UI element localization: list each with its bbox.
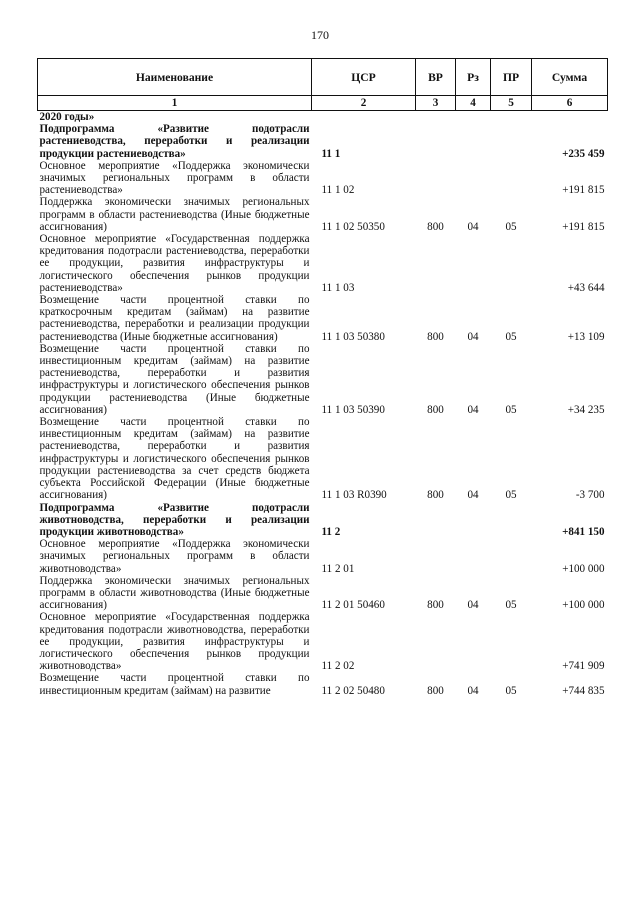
- cell-name: Возмещение части процентной ставки по инвестиционным кредитам (займам) на развитие растениеводства, переработки и развития инфраструктуры и логистического обеспечения рынков продукции растениеводства (Иные бюджетные ассигнования): [39, 342, 310, 416]
- cell-sum: -3 700: [575, 489, 605, 502]
- table-row: [38, 294, 608, 343]
- cell-sum: +191 815: [562, 220, 605, 233]
- cell-vr: [416, 160, 456, 197]
- column-number: 5: [491, 96, 532, 111]
- cell-sum: [532, 111, 608, 124]
- cell-sum: +43 644: [567, 281, 605, 294]
- cell-vr: 800: [427, 220, 444, 233]
- cell-name: Основное мероприятие «Государственная поддержка кредитования подотрасли растениеводства, переработки ее продукции, развития инфраструктуры и логистического обеспечения рынков продукции растениеводства»: [39, 233, 310, 294]
- cell-pr: [491, 123, 532, 160]
- cell-csr: 11 2 01: [321, 562, 355, 575]
- cell-vr: 800: [427, 489, 444, 502]
- cell-name: Подпрограмма «Развитие подотрасли растениеводства, переработки и реализации продукции растениеводства»: [39, 123, 310, 160]
- column-number: 6: [532, 96, 608, 111]
- cell-rz: [456, 502, 491, 539]
- cell-csr: 11 1 03 50390: [321, 403, 385, 416]
- cell-rz: [456, 538, 491, 575]
- cell-sum: +741 909: [562, 660, 605, 673]
- cell-name: Возмещение части процентной ставки по инвестиционным кредитам (займам) на развитие: [39, 672, 310, 697]
- cell-name: Поддержка экономически значимых региональных программ в области растениеводства (Иные бюджетные ассигнования): [39, 196, 310, 233]
- header-vr: ВР: [416, 59, 456, 96]
- cell-rz: [456, 233, 491, 294]
- cell-name: Основное мероприятие «Поддержка экономически значимых региональных программ в области животноводства»: [39, 538, 310, 575]
- cell-rz: 04: [467, 220, 479, 233]
- cell-name: Основное мероприятие «Государственная поддержка кредитования подотрасли животноводства, переработки ее продукции, развития инфраструктуры и логистического обеспечения рынков продукции животноводства»: [39, 611, 310, 673]
- cell-rz: [456, 123, 491, 160]
- cell-name: Поддержка экономически значимых региональных программ в области животноводства (Иные бюджетные ассигнования): [39, 574, 310, 612]
- table-body: [38, 111, 608, 697]
- cell-csr: 11 1 02: [321, 184, 355, 197]
- cell-rz: [456, 160, 491, 197]
- cell-pr: 05: [505, 403, 517, 416]
- cell-sum: +191 815: [562, 184, 605, 197]
- cell-vr: 800: [427, 599, 444, 612]
- table-row: [38, 111, 608, 124]
- cell-csr: 11 1 03: [321, 281, 355, 294]
- cell-vr: 800: [427, 684, 444, 697]
- cell-csr: 11 1: [321, 147, 341, 160]
- cell-sum: +100 000: [562, 562, 605, 575]
- cell-pr: [491, 611, 532, 672]
- column-number: 1: [38, 96, 312, 111]
- cell-rz: 04: [467, 403, 479, 416]
- cell-pr: 05: [505, 684, 517, 697]
- cell-vr: [416, 123, 456, 160]
- cell-csr: 11 2: [321, 525, 341, 538]
- header-rz: Рз: [456, 59, 491, 96]
- cell-name: Основное мероприятие «Поддержка экономически значимых региональных программ в области растениеводства»: [39, 159, 310, 197]
- cell-pr: 05: [505, 489, 517, 502]
- column-number: 3: [416, 96, 456, 111]
- table-header-row: [38, 59, 608, 96]
- cell-csr: [312, 111, 416, 124]
- table-row: [38, 233, 608, 294]
- cell-name: Возмещение части процентной ставки по краткосрочным кредитам (займам) на развитие растениеводства, переработки и реализации продукции растениеводства (Иные бюджетные ассигнования): [39, 294, 310, 343]
- cell-pr: [491, 160, 532, 197]
- header-pr: ПР: [491, 59, 532, 96]
- column-number: 2: [312, 96, 416, 111]
- cell-csr: 11 1 03 R0390: [321, 489, 387, 502]
- header-sum: Сумма: [532, 59, 608, 96]
- cell-sum: +841 150: [562, 525, 605, 538]
- cell-rz: 04: [467, 489, 479, 502]
- cell-sum: +34 235: [567, 403, 605, 416]
- table-row: [38, 123, 608, 160]
- cell-vr: [416, 538, 456, 575]
- cell-vr: [416, 111, 456, 124]
- cell-vr: [416, 502, 456, 539]
- cell-pr: 05: [505, 599, 517, 612]
- cell-pr: 05: [505, 330, 517, 343]
- cell-vr: 800: [427, 330, 444, 343]
- cell-pr: [491, 233, 532, 294]
- cell-pr: 05: [505, 220, 517, 233]
- cell-csr: 11 1 03 50380: [321, 330, 385, 343]
- cell-csr: 11 2 02: [321, 660, 355, 673]
- cell-csr: 11 2 02 50480: [321, 684, 385, 697]
- cell-rz: [456, 111, 491, 124]
- header-csr: ЦСР: [312, 59, 416, 96]
- header-name: Наименование: [38, 59, 312, 96]
- cell-rz: 04: [467, 599, 479, 612]
- cell-name: Подпрограмма «Развитие подотрасли животноводства, переработки и реализации продукции животноводства»: [39, 501, 310, 538]
- cell-sum: +13 109: [567, 330, 605, 343]
- cell-sum: +100 000: [562, 599, 605, 612]
- budget-table: [37, 58, 608, 697]
- cell-sum: +744 835: [562, 684, 605, 697]
- cell-sum: +235 459: [562, 147, 605, 160]
- cell-vr: [416, 611, 456, 672]
- table-row: [38, 575, 608, 612]
- cell-rz: 04: [467, 330, 479, 343]
- table-row: [38, 672, 608, 696]
- cell-pr: [491, 111, 532, 124]
- cell-pr: [491, 538, 532, 575]
- cell-name: Возмещение части процентной ставки по инвестиционным кредитам (займам) на развитие растениеводства, переработки и развития инфраструктуры и логистического обеспечения рынков продукции растениеводства за счет средств бюджета субъекта Российской Федерации (Иные бюджетные ассигнования): [39, 416, 310, 502]
- cell-rz: 04: [467, 684, 479, 697]
- column-number-row: [38, 96, 608, 111]
- page-number: 170: [311, 28, 329, 42]
- cell-rz: [456, 611, 491, 672]
- cell-vr: [416, 233, 456, 294]
- cell-csr: 11 2 01 50460: [321, 599, 385, 612]
- column-number: 4: [456, 96, 491, 111]
- cell-csr: 11 1 02 50350: [321, 220, 385, 233]
- table-row: [38, 343, 608, 416]
- table-row: [38, 160, 608, 197]
- table-row: [38, 196, 608, 233]
- cell-vr: 800: [427, 403, 444, 416]
- table-row: [38, 416, 608, 501]
- table-row: [38, 502, 608, 539]
- table-row: [38, 538, 608, 575]
- cell-name: 2020 годы»: [39, 111, 95, 123]
- table-row: [38, 611, 608, 672]
- cell-pr: [491, 502, 532, 539]
